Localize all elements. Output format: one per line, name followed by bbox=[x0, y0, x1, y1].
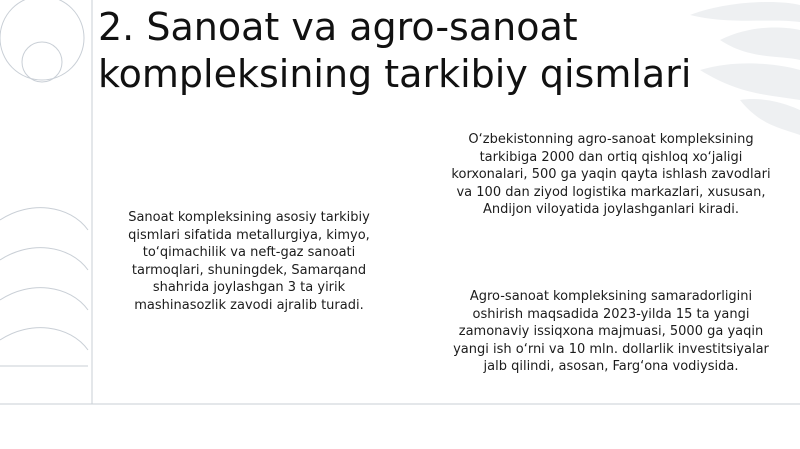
paragraph-agro-efficiency: Agro-sanoat kompleksining samaradorligini oshirish maqsadida 2023-yilda 15 ta yangi zamonaviy issiqxona majmuasi, 5000 ga yaqin yangi ish o‘rni va 10 mln. dollarlik investitsiyalar jalb qilindi, asosan, Farg‘ona vodiysida. bbox=[453, 289, 769, 374]
paragraph-agro-composition: O‘zbekistonning agro-sanoat kompleksining tarkibiga 2000 dan ortiq qishloq xo‘jaligi korxonalari, 500 ga yaqin qayta ishlash zavodlari va 100 dan ziyod logistika markazlari, xususan, Andijon viloyatida joylashganlari kiradi. bbox=[451, 132, 771, 217]
page-title: 2. Sanoat va agro-sanoat kompleksining tarkibiy qismlari bbox=[98, 5, 692, 96]
arc-decoration-left bbox=[0, 208, 92, 404]
circle-decoration-top bbox=[0, 0, 84, 82]
paragraph-industry-components: Sanoat kompleksining asosiy tarkibiy qismlari sifatida metallurgiya, kimyo, to‘qimachilik va neft-gaz sanoati tarmoqlari, shuningdek, Samarqand shahrida joylashgan 3 ta yirik mashinasozlik zavodi ajralib turadi. bbox=[128, 210, 370, 313]
